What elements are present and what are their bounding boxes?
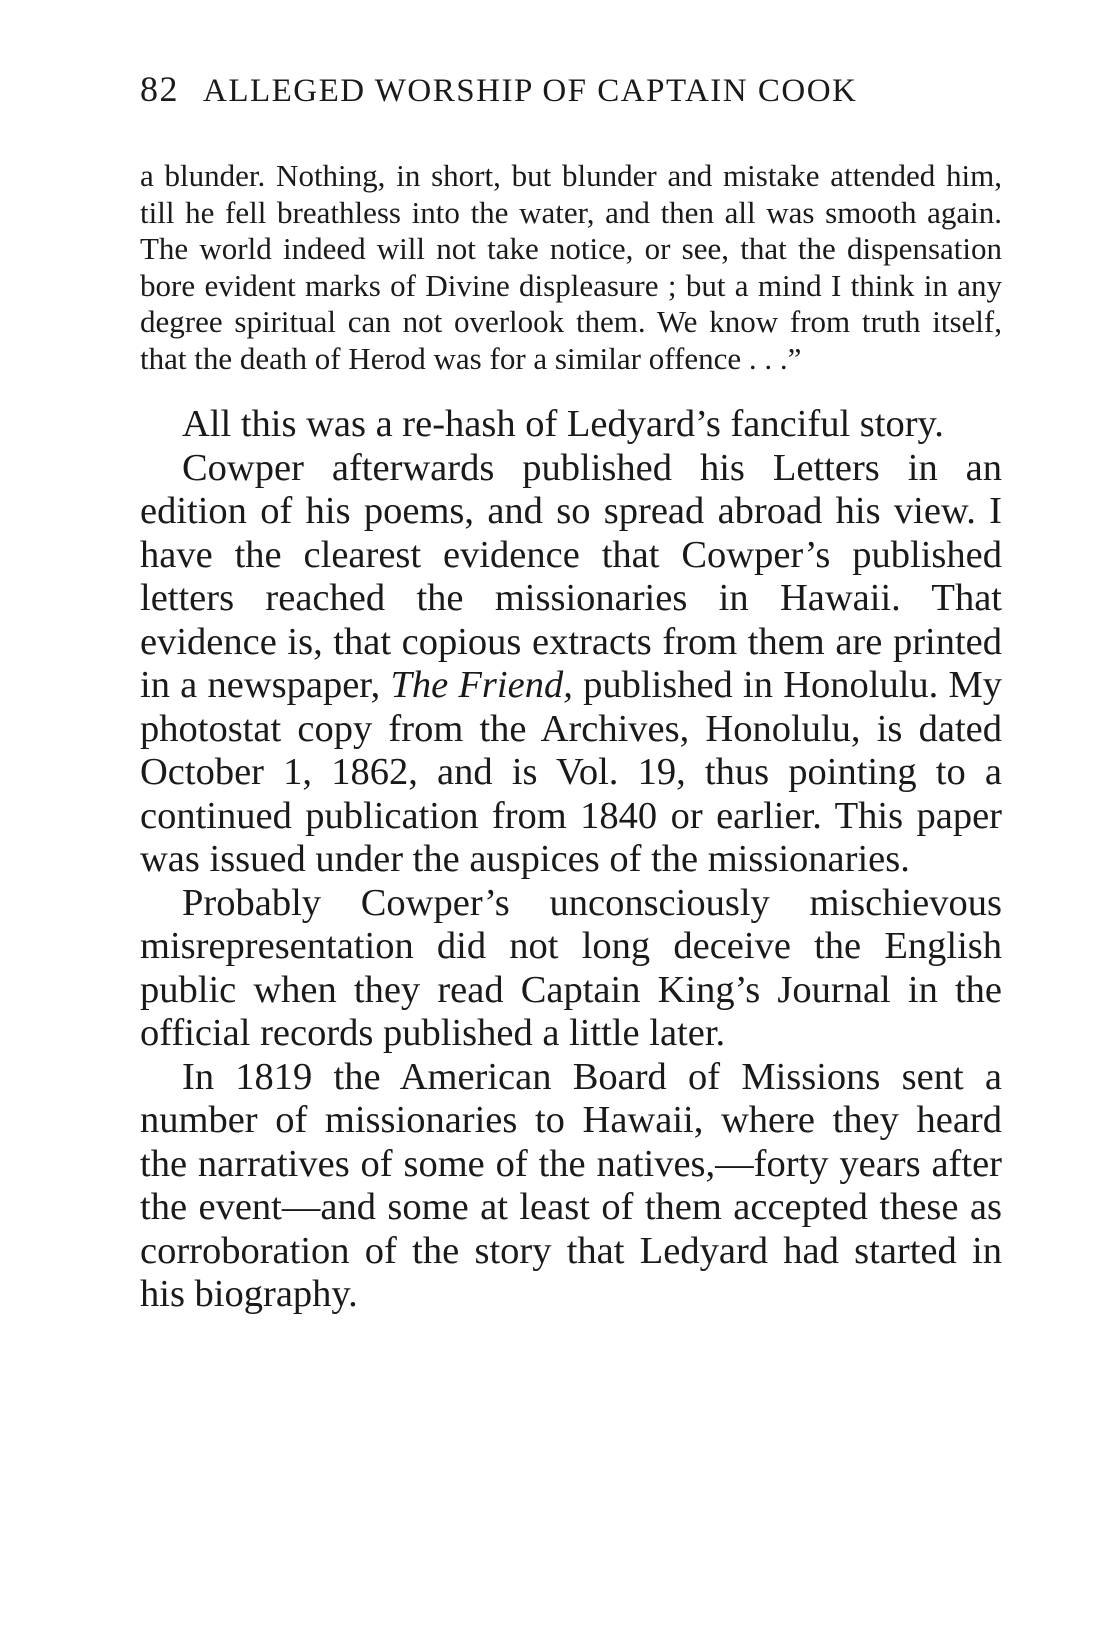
paragraph-2 (140, 447, 1002, 882)
newspaper-title: The Friend, (390, 664, 573, 706)
paragraph-2-end: published in Honolulu. My photostat copy from the Archives, Honolulu, is dated October 1, 1862, and is Vol. 19, thus pointing to a continued publication from 1840 or earlier. This paper was issued under the auspices of the missionaries. (140, 664, 1002, 880)
quotation-text: a blunder. Nothing, in short, but blunder and mistake attended him, till he fell breathless into the water, and then all was smooth again. The world indeed will not take notice, or see, that the dispensation bore evident marks of Divine displeasure ; but a mind I think in any degree spiritual can not overlook them. We know from truth itself, that the death of Herod was for a similar offence . . .” (140, 158, 1002, 376)
block-quotation (140, 158, 1002, 377)
running-head: ALLEGED WORSHIP OF CAPTAIN COOK (203, 73, 858, 109)
paragraph-1: All this was a re-hash of Ledyard’s fanciful story. (182, 403, 944, 445)
page-number: 82 (140, 69, 179, 109)
body-text (140, 403, 1002, 1317)
book-page (140, 68, 1002, 1317)
paragraph-2-start: Cowper afterwards published his Letters in an edition of his poems, and so spread abroad his view. I have the clearest evidence that Cowper’s published letters reached the missionaries in Hawaii. That evidence is, that copious extracts from them are printed in a newspaper, (140, 446, 1002, 706)
page-header (140, 68, 1002, 118)
paragraph-4: In 1819 the American Board of Missions sent a number of missionaries to Hawaii, where they heard the narratives of some of the natives,—forty years after the event—and some at least of them accepted these as corroboration of the story that Ledyard had started in his biography. (140, 1055, 1002, 1315)
paragraph-3: Probably Cowper’s unconsciously mischievous misrepresentation did not long deceive the English public when they read Captain King’s Journal in the official records published a little later. (140, 881, 1002, 1054)
